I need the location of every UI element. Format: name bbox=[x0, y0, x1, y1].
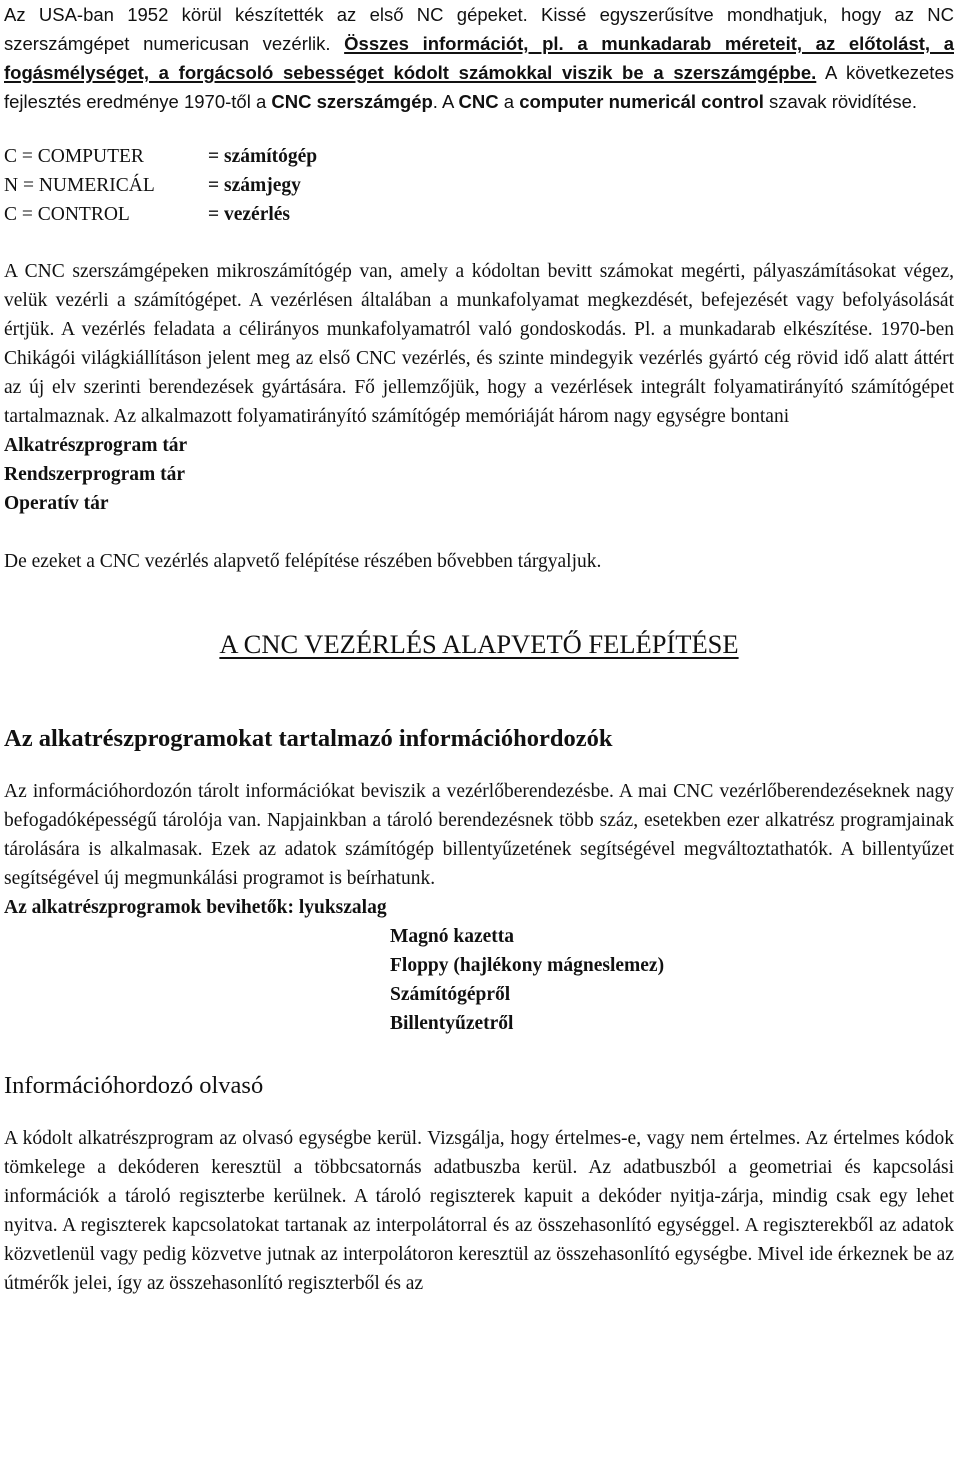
intro-cnc: CNC bbox=[458, 91, 499, 112]
acronym-term: C = COMPUTER bbox=[4, 146, 144, 167]
store-item bbox=[4, 489, 954, 518]
intro-text-1: Az USA-ban 1952 körül készítették az első NC gépeket. Kissé egyszerűsítve mondhatjuk, hogy az NC szerszámgépet numericusan vezérlik. bbox=[4, 4, 954, 54]
intro-emphasis-underlined: Összes információt, pl. a munkadarab méreteit, az előtolást, a fogásmélységet, a forgácsoló sebességet kódolt számokkal viszik be a szerszámgépbe. bbox=[4, 33, 954, 83]
intro-text-4: . A bbox=[432, 91, 459, 112]
acronym-term: N = NUMERICÁL bbox=[4, 175, 155, 196]
memory-store-list bbox=[4, 431, 954, 518]
paragraph-reference: De ezeket a CNC vezérlés alapvető felépítése részében bővebben tárgyaljuk. bbox=[4, 551, 602, 572]
paragraph-cnc-description: A CNC szerszámgépeken mikroszámítógép van, amely a kódoltan bevitt számokat megérti, pályaszámításokat végez, velük vezérli a számítógépet. A vezérlésen általában a munkafolyamat megkezdését, befejezését vagy befolyásolását értjük. A vezérlés feladata a célirányos munkafolyamatról való gondoskodás. Pl. a munkadarab elkészítése. 1970-ben Chikágói világkiállításon jelent meg az első CNC vezérlés, és szinte mindegyik vezérlés gyártó cég rövid idő alatt áttért az új elv szerinti berendezések gyártására. Fő jellemzőjük, hogy a vezérlések integrált folyamatirányító számítógépet tartalmaznak. Az alkalmazott folyamatirányító számítógép memóriáját három nagy egységre bontani bbox=[4, 261, 954, 427]
store-label: Rendszerprogram tár bbox=[4, 464, 186, 485]
intro-text-3: A következetes fejlesztés eredménye 1970-től a bbox=[4, 62, 954, 112]
acronym-meaning: = számítógép bbox=[208, 146, 318, 167]
document-page bbox=[4, 0, 954, 1298]
media-intro-label: Az alkatrészprogramok bevihetők: lyukszalag bbox=[4, 897, 387, 918]
acronym-row bbox=[4, 200, 954, 229]
paragraph-reader: A kódolt alkatrészprogram az olvasó egységbe kerül. Vizsgálja, hogy értelmes-e, vagy nem értelmes. Az értelmes kódok tömkelege a dekóderen keresztül a többcsatornás adatbuszba kerül. Az adatbuszból a geometriai és kapcsolási információk a tároló regiszterbe kerülnek. A tároló regiszterek kapuit a dekóder nyitja-zárja, mindig csak egy lehet nyitva. A regiszterek kapcsolatokat tartanak az interpolátorral és az összehasonlító egységgel. A regiszterekből az adatok közvetlenül vagy pedig közvetve jutnak az interpolátoron keresztül az összehasonlító egységbe. Mivel ide érkeznek be az útmérők jelei, így az összehasonlító regiszterből és az bbox=[4, 1128, 954, 1294]
intro-paragraph bbox=[4, 0, 954, 116]
section-heading: A CNC VEZÉRLÉS ALAPVETŐ FELÉPÍTÉSE bbox=[219, 629, 739, 659]
media-item: Billentyűzetről bbox=[390, 1013, 514, 1034]
acronym-meaning: = számjegy bbox=[208, 175, 301, 196]
intro-text-5: a bbox=[498, 91, 520, 112]
acronym-row bbox=[4, 142, 954, 171]
acronym-meaning: = vezérlés bbox=[208, 204, 291, 225]
acronym-list bbox=[4, 142, 954, 229]
acronym-term: C = CONTROL bbox=[4, 204, 130, 225]
media-item: Magnó kazetta bbox=[390, 926, 515, 947]
intro-text-6: szavak rövidítése. bbox=[763, 91, 918, 112]
subsection-heading: Az alkatrészprogramokat tartalmazó információhordozók bbox=[4, 725, 613, 752]
media-item: Számítógépről bbox=[390, 984, 511, 1005]
store-label: Alkatrészprogram tár bbox=[4, 435, 188, 456]
subsection-heading-reader: Információhordozó olvasó bbox=[4, 1072, 264, 1099]
acronym-row bbox=[4, 171, 954, 200]
paragraph-information-carrier: Az információhordozón tárolt információkat beviszik a vezérlőberendezésbe. A mai CNC vezérlőberendezéseknek nagy befogadóképességű tárolója van. Napjainkban a tároló berendezésnek több száz, esetekben ezer alkatrész programjainak tárolására is alkalmasak. Ezek az adatok számítógép billentyűzetének segítségével megváltoztathatók. A billentyűzet segítségével új megmunkálási programot is beírhatunk. bbox=[4, 781, 954, 889]
intro-cnc-expansion: computer numericál control bbox=[519, 91, 764, 112]
media-list bbox=[4, 922, 954, 1038]
media-intro-line bbox=[4, 893, 954, 922]
media-item: Floppy (hajlékony mágneslemez) bbox=[390, 955, 665, 976]
store-item bbox=[4, 431, 954, 460]
store-label: Operatív tár bbox=[4, 493, 109, 514]
store-item bbox=[4, 460, 954, 489]
intro-cnc-machine: CNC szerszámgép bbox=[271, 91, 433, 112]
